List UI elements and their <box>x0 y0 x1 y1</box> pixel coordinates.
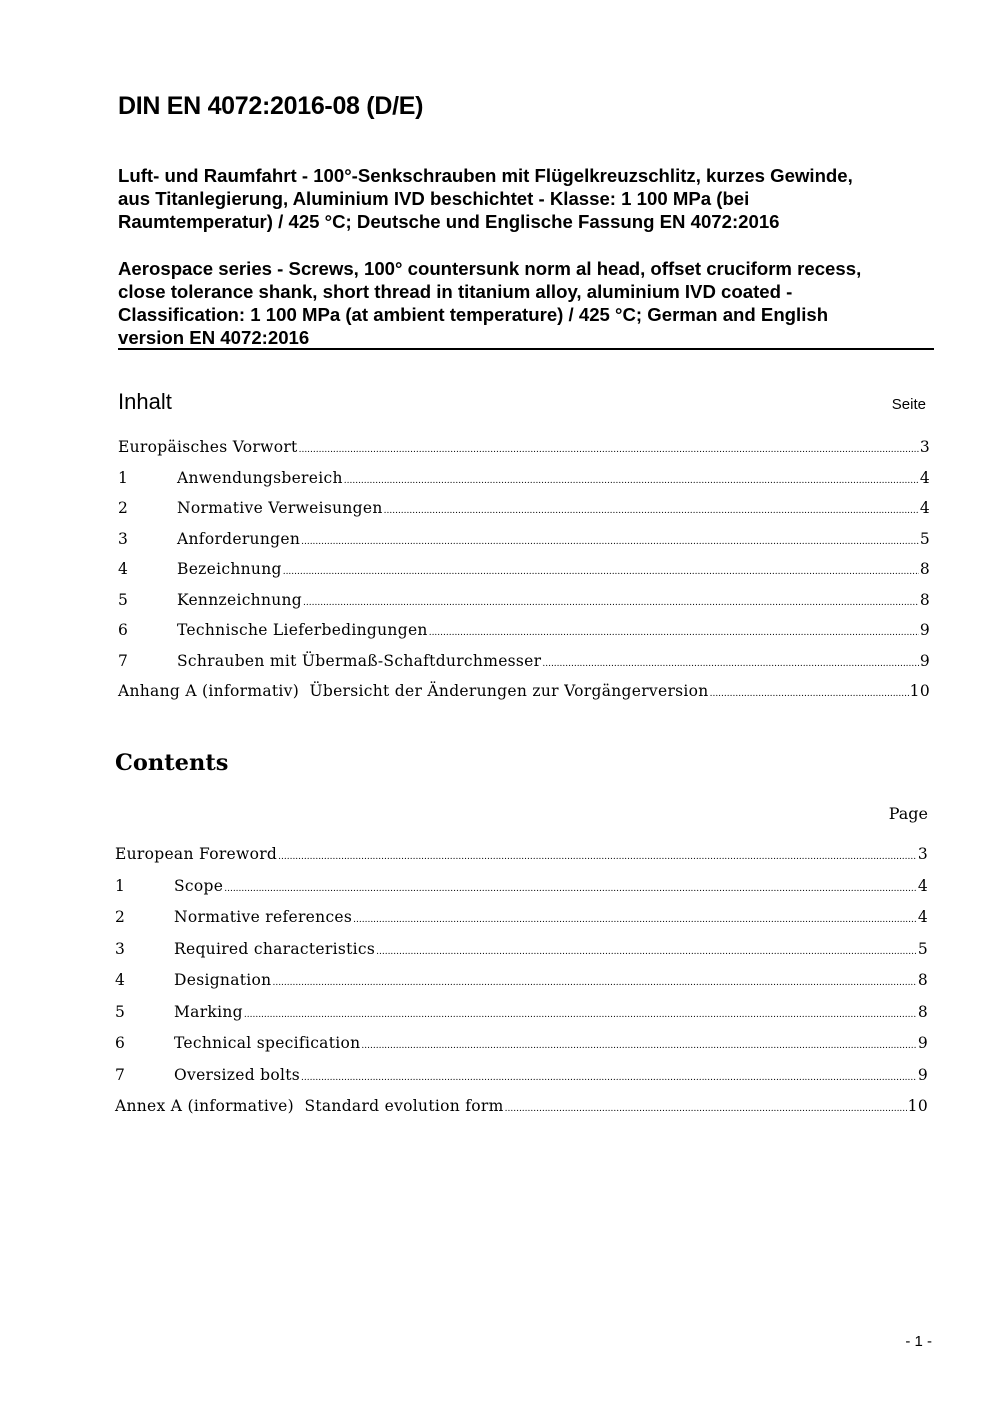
toc-entry[interactable] <box>118 652 930 683</box>
toc-leader-dots <box>272 978 916 988</box>
toc-entry-text[interactable]: Required characteristics <box>174 939 376 958</box>
toc-entry-text[interactable]: Annex A (informative) Standard evolution form <box>115 1097 504 1115</box>
toc-entry-page: 9 <box>917 1034 928 1052</box>
toc-entry[interactable] <box>115 877 928 909</box>
toc-english <box>115 845 928 1129</box>
toc-leader-dots <box>710 689 909 699</box>
toc-entry-text[interactable]: Oversized bolts <box>174 1065 301 1084</box>
toc-entry[interactable] <box>118 591 930 622</box>
toc-leader-dots <box>301 1073 917 1083</box>
toc-entry-text[interactable]: Marking <box>174 1002 243 1021</box>
toc-entry[interactable] <box>115 1003 928 1035</box>
toc-entry[interactable] <box>115 1097 928 1129</box>
toc-entry-page: 10 <box>909 682 930 700</box>
toc-leader-dots <box>224 884 917 894</box>
title-german-line: Luft- und Raumfahrt - 100°-Senkschrauben mit Flügelkreuzschlitz, kurzes Gewinde, <box>118 165 853 186</box>
toc-leader-dots <box>283 567 919 577</box>
toc-entry-number: 4 <box>118 560 129 578</box>
toc-leader-dots <box>384 506 919 516</box>
toc-entry-text[interactable]: Technical specification <box>174 1034 361 1052</box>
toc-entry-number: 6 <box>115 1034 126 1052</box>
toc-entry-text[interactable]: Designation <box>174 971 272 989</box>
page-number: - 1 - <box>905 1333 932 1350</box>
toc-entry-number: 3 <box>115 939 126 958</box>
toc-leader-dots <box>542 659 918 669</box>
toc-entry-page: 5 <box>917 939 928 958</box>
toc-entry-text[interactable]: Scope <box>174 876 224 895</box>
toc-entry-text[interactable]: Anforderungen <box>177 529 301 548</box>
toc-entry-page: 8 <box>917 1002 928 1021</box>
toc-leader-dots <box>344 476 919 486</box>
toc-entry-text[interactable]: Normative references <box>174 908 353 926</box>
toc-entry-page: 4 <box>917 908 928 926</box>
toc-entry[interactable] <box>118 438 930 469</box>
toc-entry-text[interactable]: Anhang A (informativ) Übersicht der Änderungen zur Vorgängerversion <box>118 682 709 700</box>
toc-leader-dots <box>353 915 917 925</box>
toc-entry[interactable] <box>118 621 930 652</box>
toc-leader-dots <box>301 537 919 547</box>
toc-entry-text[interactable]: Anwendungsbereich <box>177 468 343 487</box>
toc-entry-number: 7 <box>115 1065 126 1084</box>
toc-entry-page: 9 <box>919 651 930 670</box>
toc-entry-page: 10 <box>907 1097 928 1115</box>
toc-entry-page: 4 <box>917 876 928 895</box>
toc-german-page-label: Seite <box>891 396 926 413</box>
toc-entry-number: 6 <box>118 621 129 639</box>
toc-entry-number: 5 <box>115 1002 126 1021</box>
toc-entry-number: 1 <box>118 468 129 487</box>
toc-leader-dots <box>244 1010 917 1020</box>
toc-leader-dots <box>303 598 919 608</box>
toc-entry-number: 2 <box>118 499 129 517</box>
toc-entry-number: 5 <box>118 590 129 609</box>
toc-german-heading: Inhalt <box>118 389 172 414</box>
toc-entry-number: 4 <box>115 971 126 989</box>
toc-entry-page: 3 <box>919 438 930 456</box>
toc-entry-text[interactable]: Normative Verweisungen <box>177 499 383 517</box>
toc-leader-dots <box>376 947 917 957</box>
toc-entry-page: 8 <box>919 590 930 609</box>
toc-english-page-label: Page <box>888 804 928 823</box>
toc-entry-text[interactable]: European Foreword <box>115 845 278 863</box>
toc-entry[interactable] <box>118 560 930 591</box>
toc-english-heading: Contents <box>115 750 229 776</box>
title-english-line: Classification: 1 100 MPa (at ambient temperature) / 425 °C; German and English <box>118 304 829 325</box>
toc-entry[interactable] <box>118 499 930 530</box>
toc-entry-number: 7 <box>118 651 129 670</box>
toc-entry-text[interactable]: Europäisches Vorwort <box>118 438 298 456</box>
toc-entry-text[interactable]: Schrauben mit Übermaß-Schaftdurchmesser <box>177 651 542 670</box>
title-english-line: Aerospace series - Screws, 100° countersunk norm al head, offset cruciform recess, <box>118 258 862 279</box>
toc-entry-number: 1 <box>115 876 126 895</box>
toc-entry-number: 2 <box>115 908 126 926</box>
toc-leader-dots <box>429 628 919 638</box>
toc-entry[interactable] <box>118 469 930 500</box>
title-german-line: aus Titanlegierung, Aluminium IVD beschichtet - Klasse: 1 100 MPa (bei <box>118 188 750 209</box>
title-english-line: close tolerance shank, short thread in titanium alloy, aluminium IVD coated - <box>118 281 793 302</box>
toc-entry-page: 4 <box>919 499 930 517</box>
toc-entry-page: 8 <box>919 560 930 578</box>
title-english <box>118 257 938 349</box>
title-german <box>118 164 938 233</box>
document-title: DIN EN 4072:2016-08 (D/E) <box>118 92 424 120</box>
title-english-line: version EN 4072:2016 <box>118 327 310 348</box>
toc-entry-page: 5 <box>919 529 930 548</box>
toc-entry[interactable] <box>115 1066 928 1098</box>
toc-leader-dots <box>299 445 919 455</box>
toc-entry-page: 4 <box>919 468 930 487</box>
toc-entry-page: 3 <box>917 845 928 863</box>
toc-entry[interactable] <box>118 530 930 561</box>
toc-leader-dots <box>361 1041 916 1051</box>
toc-entry-text[interactable]: Kennzeichnung <box>177 590 303 609</box>
toc-entry-page: 8 <box>917 971 928 989</box>
toc-leader-dots <box>505 1104 907 1114</box>
toc-entry-page: 9 <box>919 621 930 639</box>
toc-entry-text[interactable]: Technische Lieferbedingungen <box>177 621 428 639</box>
toc-entry[interactable] <box>118 682 930 713</box>
toc-entry[interactable] <box>115 940 928 972</box>
toc-entry[interactable] <box>115 845 928 877</box>
toc-leader-dots <box>278 852 917 862</box>
toc-entry[interactable] <box>115 1034 928 1066</box>
toc-entry-text[interactable]: Bezeichnung <box>177 560 282 578</box>
toc-entry[interactable] <box>115 971 928 1003</box>
toc-entry-number: 3 <box>118 529 129 548</box>
toc-entry[interactable] <box>115 908 928 940</box>
toc-entry-page: 9 <box>917 1065 928 1084</box>
header-divider <box>118 348 934 350</box>
title-german-line: Raumtemperatur) / 425 °C; Deutsche und Englische Fassung EN 4072:2016 <box>118 211 780 232</box>
toc-german <box>118 438 930 713</box>
